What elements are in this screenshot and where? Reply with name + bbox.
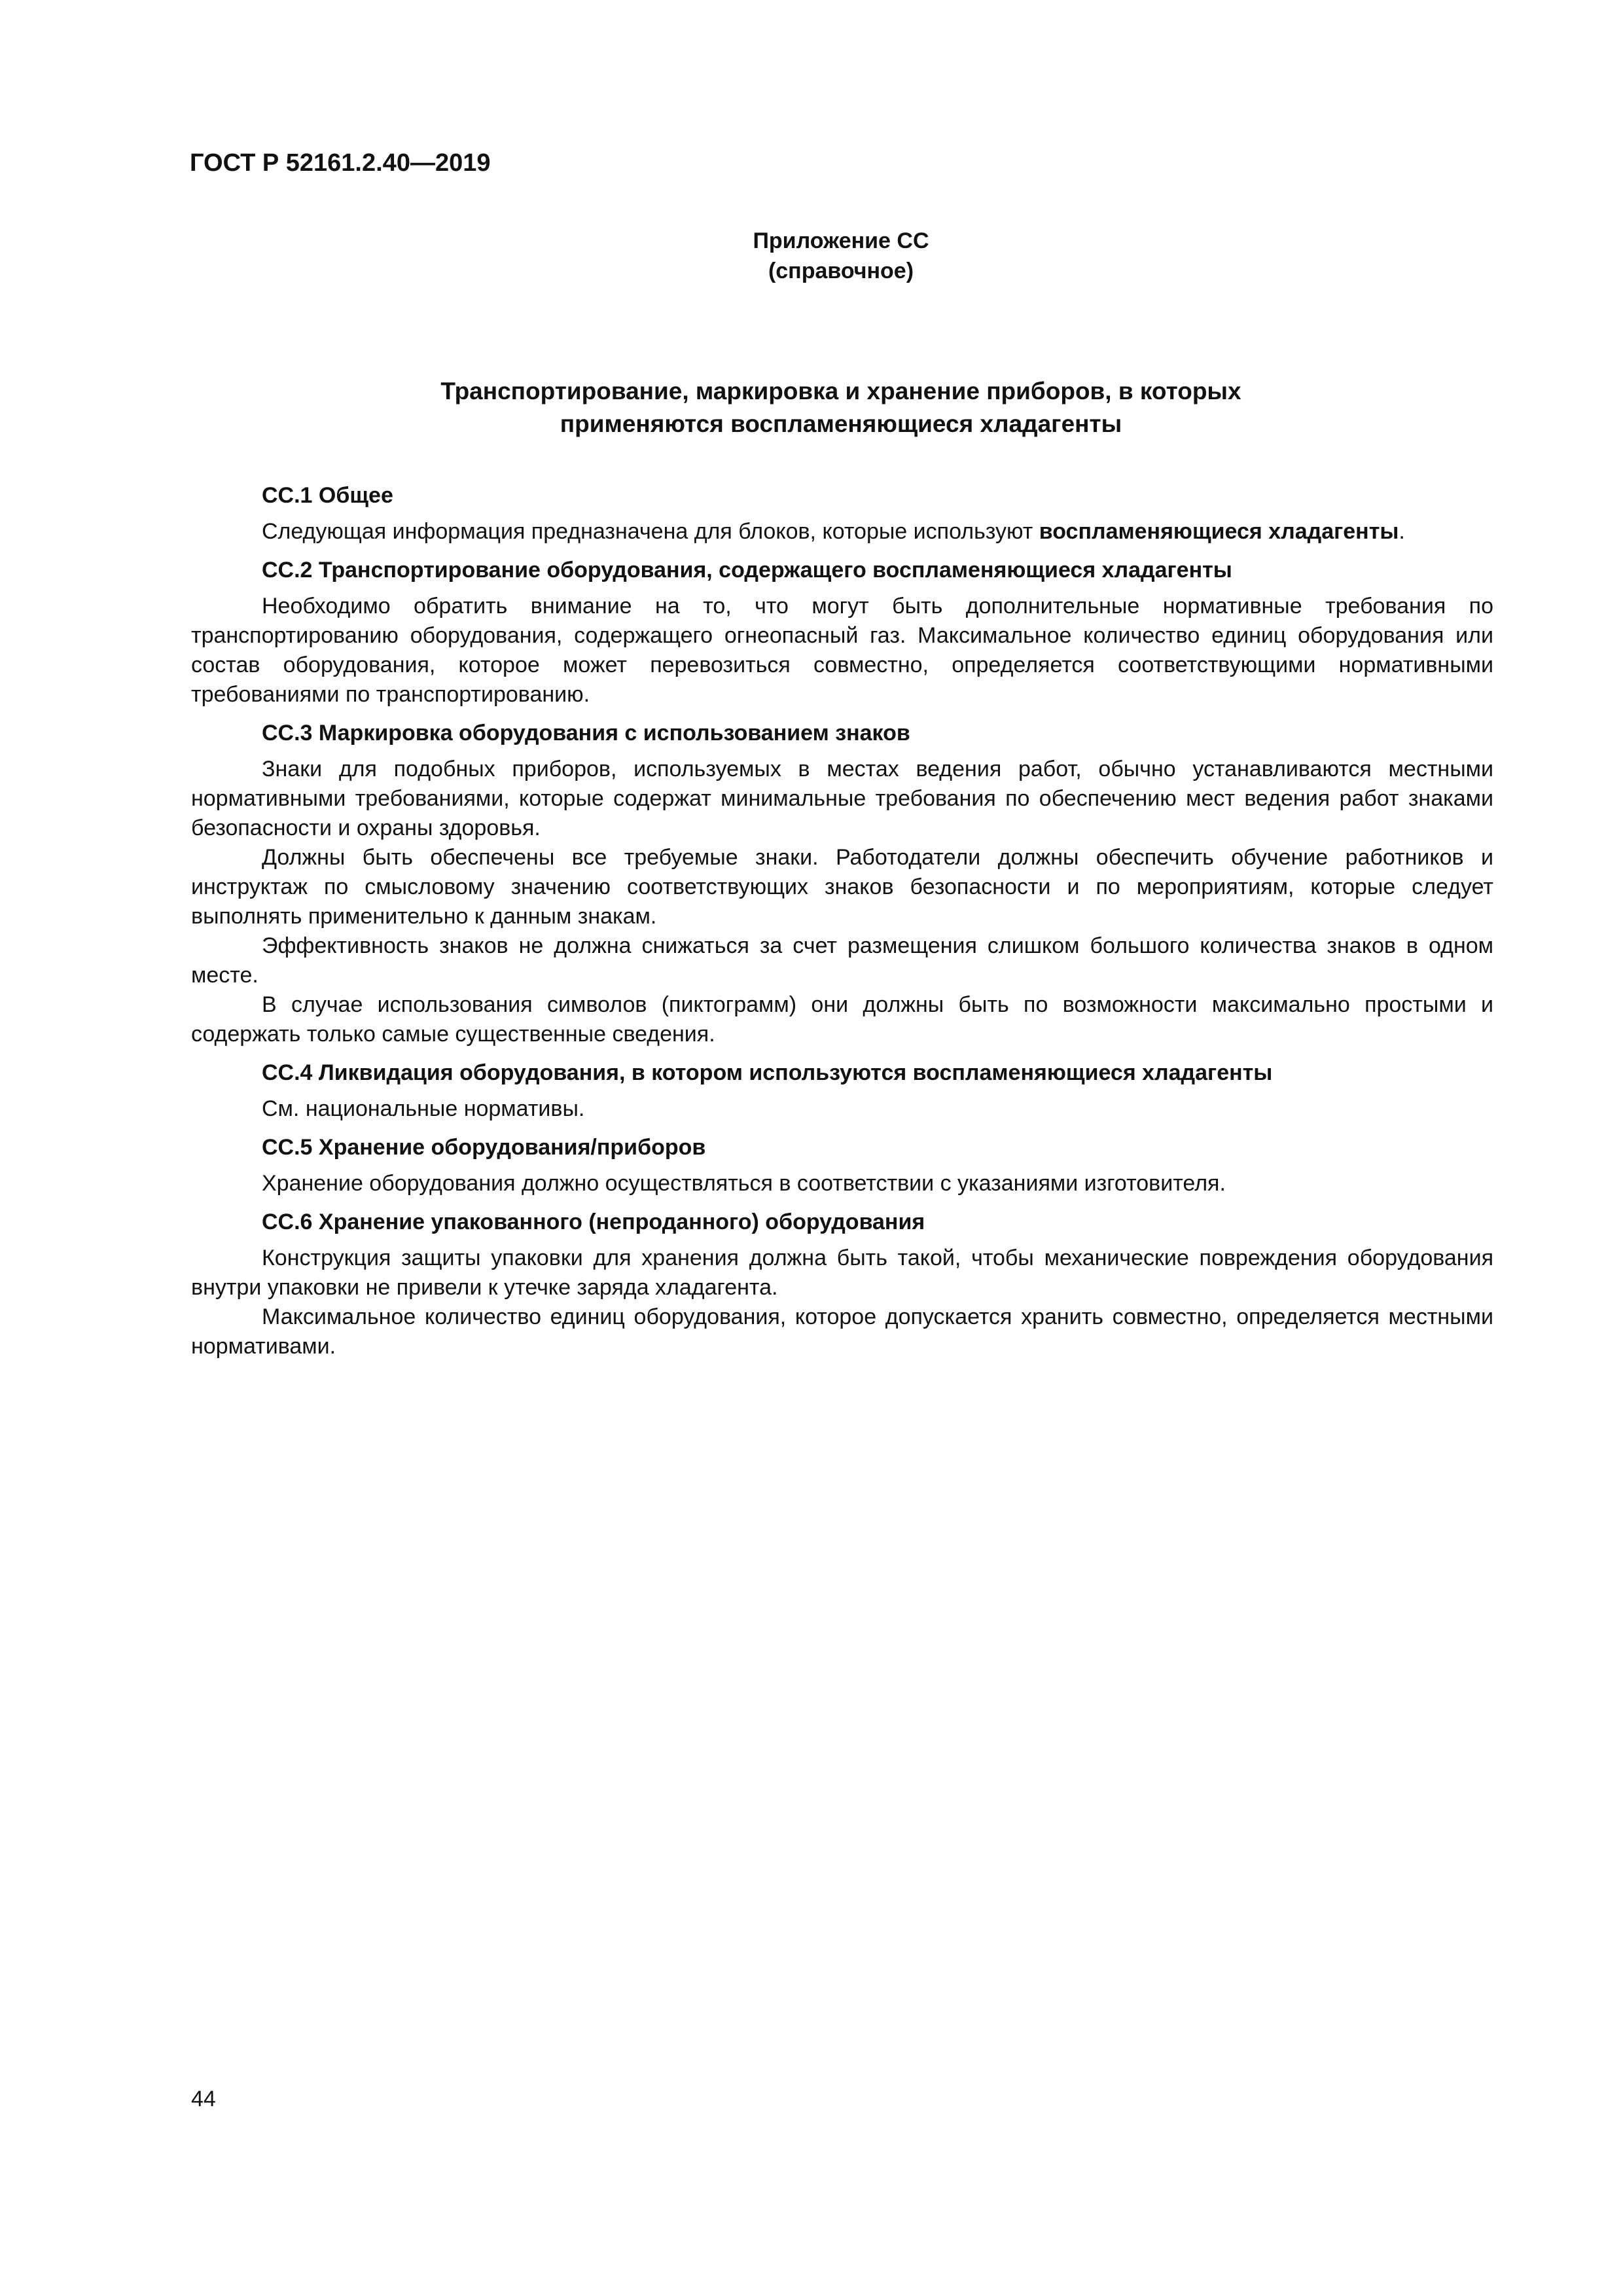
paragraph: См. национальные нормативы. [262, 1096, 585, 1121]
section-heading: СС.3 Маркировка оборудования с использованием знаков [262, 721, 910, 745]
paragraph [191, 517, 1493, 547]
appendix-block [0, 226, 1623, 286]
section-cc2 [191, 556, 1493, 709]
section-cc3 [191, 719, 1493, 1049]
paragraph: Конструкция защиты упаковки для хранения должна быть такой, чтобы механические повреждения оборудования внутри упаковки не привели к утечке заряда хладагента. [191, 1246, 1493, 1300]
paragraph: Эффективность знаков не должна снижаться за счет размещения слишком большого количества знаков в одном месте. [191, 933, 1493, 988]
paragraph: Должны быть обеспечены все требуемые знаки. Работодатели должны обеспечить обучение работников и инструктаж по смысловому значению соответствующих знаков безопасности и по мероприятиям, которые следует выполнять применительно к данным знакам. [191, 845, 1493, 929]
appendix-label: Приложение СС [753, 228, 929, 253]
paragraph: Необходимо обратить внимание на то, что могут быть дополнительные нормативные требования по транспортированию оборудования, содержащего огнеопасный газ. Максимальное количество единиц оборудования или состав оборудования, которое может перевозиться совместно, определяется соответствующими нормативными требованиями по транспортированию. [191, 594, 1493, 707]
page-number: 44 [191, 2087, 216, 2111]
section-cc4 [191, 1058, 1493, 1124]
section-heading: СС.5 Хранение оборудования/приборов [262, 1135, 706, 1160]
document-id: ГОСТ Р 52161.2.40—2019 [190, 149, 491, 177]
paragraph: Хранение оборудования должно осуществляться в соответствии с указаниями изготовителя. [262, 1171, 1226, 1196]
section-cc6 [191, 1208, 1493, 1361]
bold-term: воспламеняющиеся хладагенты [1039, 519, 1399, 544]
section-heading: СС.1 Общее [262, 483, 393, 508]
section-heading: СС.2 Транспортирование оборудования, содержащего воспламеняющиеся хладагенты [262, 558, 1232, 583]
document-body [191, 481, 1493, 1371]
section-cc1 [191, 481, 1493, 547]
paragraph: Знаки для подобных приборов, используемых в местах ведения работ, обычно устанавливаются местными нормативными требованиями, которые содержат минимальные требования по обеспечению мест ведения работ знаками безопасности и охраны здоровья. [191, 757, 1493, 840]
paragraph: Максимальное количество единиц оборудования, которое допускается хранить совместно, определяется местными нормативами. [191, 1304, 1493, 1359]
section-cc5 [191, 1133, 1493, 1198]
appendix-title-line-1: Транспортирование, маркировка и хранение приборов, в которых [440, 378, 1241, 404]
appendix-title [0, 375, 1623, 440]
appendix-title-line-2: применяются воспламеняющиеся хладагенты [560, 410, 1122, 437]
paragraph: В случае использования символов (пиктограмм) они должны быть по возможности максимально простыми и содержать только самые существенные сведения. [191, 992, 1493, 1047]
paragraph-text: Следующая информация предназначена для блоков, которые используют [262, 519, 1039, 544]
paragraph-end: . [1399, 519, 1405, 544]
section-heading: СС.4 Ликвидация оборудования, в котором используются воспламеняющиеся хладагенты [262, 1060, 1273, 1085]
appendix-kind: (справочное) [768, 259, 914, 283]
section-heading: СС.6 Хранение упакованного (непроданного) оборудования [262, 1210, 925, 1234]
